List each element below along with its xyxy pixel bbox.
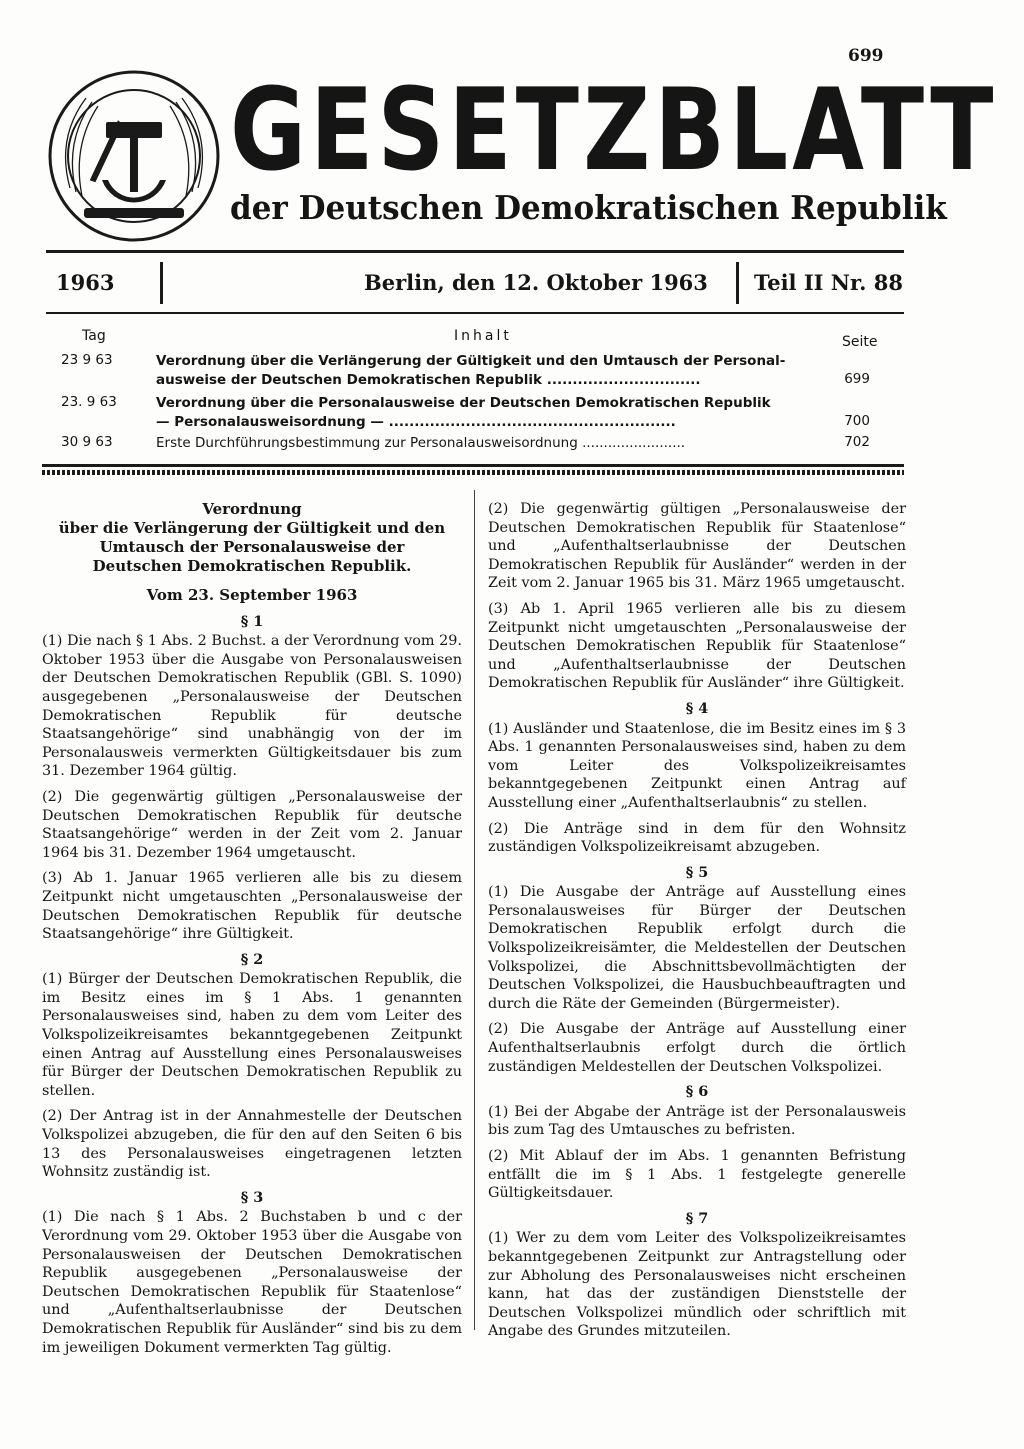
section-heading: § 7 — [685, 1209, 709, 1227]
section-heading: § 4 — [685, 699, 709, 717]
right-column — [488, 500, 906, 1348]
decree-date: Vom 23. September 1963 — [146, 586, 358, 604]
top-rule — [46, 250, 904, 253]
toc-rule — [42, 464, 904, 467]
paragraph: (1) Ausländer und Staatenlose, die im Besitz eines im § 3 Abs. 1 genannten Personalausweises sind, haben zu dem vom Leiter des Volkspolizeikreisamtes bekanntgegebenen Zeitpunkt einen Antrag auf Ausstellung einer „Aufenthaltserlaubnis“ zu stellen. — [488, 720, 906, 811]
toc-row-title: Verordnung über die Verlängerung der Gültigkeit und den Umtausch der Personal- — [156, 353, 786, 369]
paragraph: (1) Die nach § 1 Abs. 2 Buchst. a der Verordnung vom 29. Oktober 1953 über die Ausgabe von Personalausweisen der Deutschen Demokratischen Republik (GBl. S. 1090) ausgegebenen „Personalausweise der Deutschen Demokratischen Republik für deutsche Staatsangehörige“ sind unabhängig von der im Personalausweis vermerkten Gültigkeitsdauer bis zum 31. Dezember 1964 gültig. — [42, 633, 462, 780]
page-number: 699 — [848, 46, 884, 66]
toc-page-header: Seite — [842, 334, 878, 350]
paragraph: (3) Ab 1. April 1965 verlieren alle bis zu diesem Zeitpunkt nicht umgetauschten „Personalausweise der Deutschen Demokratischen Republik für Staatenlose“ und „Aufenthaltserlaubnisse der Deutschen Demokratischen Republik für Ausländer“ ihre Gültigkeit. — [488, 600, 906, 692]
toc-row-date: 23. 9 63 — [61, 394, 117, 410]
section-heading: § 6 — [685, 1083, 709, 1101]
issue-year: 1963 — [56, 270, 115, 295]
table-of-contents — [46, 328, 904, 458]
masthead-subtitle: der Deutschen Demokratischen Republik — [230, 188, 947, 227]
decree-title: Verordnung — [202, 500, 302, 518]
toc-row-title: Erste Durchführungsbestimmung zur Personalausweisordnung ........................ — [156, 435, 686, 451]
paragraph: (1) Die Ausgabe der Anträge auf Ausstellung eines Personalausweises für Bürger der Deutschen Demokratischen Republik erfolgt durch die Volkspolizeikreisämter, die Meldestellen der Deutschen Volkspolizei, die Abschnittsbevollmächtigten der Deutschen Volkspolizei, die Hausbuchbeauftragten und durch die Räte der Gemeinden (Bürgermeister). — [488, 884, 906, 1012]
section-heading: § 1 — [240, 612, 264, 630]
toc-row-page: 702 — [844, 434, 870, 450]
issue-rule — [46, 312, 904, 314]
section-heading: § 5 — [685, 863, 709, 881]
decree-title-line: Umtausch der Personalausweise der — [99, 538, 405, 556]
toc-row-date: 30 9 63 — [61, 434, 113, 450]
paragraph: (1) Die nach § 1 Abs. 2 Buchstaben b und c der Verordnung vom 29. Oktober 1953 über die Ausgabe von Personalausweisen der Deutschen Demokratischen Republik ausgegebenen „Personalausweise der Deutschen Demokratischen Republik für Staatenlose“ und „Aufenthaltserlaubnisse der Deutschen Demokratischen Republik für Ausländer“ sind bis zu dem im jeweiligen Dokument vermerkten Tag gültig. — [42, 1209, 462, 1356]
toc-row-title-cont: — Personalausweisordnung — ........................................................ — [156, 414, 676, 430]
issue-place-date: Berlin, den 12. Oktober 1963 — [364, 270, 708, 295]
issue-divider — [160, 262, 163, 304]
toc-row-date: 23 9 63 — [61, 352, 113, 368]
toc-double-rule — [42, 470, 904, 475]
paragraph: (1) Bürger der Deutschen Demokratischen Republik, die im Besitz eines im § 1 Abs. 1 genannten Personalausweises sind, haben zu dem vom Leiter des Volkspolizeikreisamtes bekanntgegebenen Zeitpunkt einen Antrag auf Ausstellung eines Personalausweises für Bürger der Deutschen Demokratischen Republik zu stellen. — [42, 971, 462, 1099]
paragraph: (2) Der Antrag ist in der Annahmestelle der Deutschen Volkspolizei abzugeben, die für den auf den Seiten 6 bis 13 des Personalausweises eingetragenen letzten Wohnsitz zuständig ist. — [42, 1108, 462, 1181]
paragraph: (2) Die Ausgabe der Anträge auf Ausstellung einer Aufenthaltserlaubnis erfolgt durch die örtlich zuständigen Meldestellen der Deutschen Volkspolizei. — [488, 1021, 906, 1075]
issue-bar — [46, 258, 904, 308]
paragraph: (1) Bei der Abgabe der Anträge ist der Personalausweis bis zum Tag des Umtausches zu befristen. — [488, 1103, 906, 1139]
toc-row-page: 699 — [844, 371, 870, 387]
section-heading: § 2 — [240, 950, 264, 968]
toc-row-title: Verordnung über die Personalausweise der Deutschen Demokratischen Republik — [156, 395, 771, 411]
state-emblem — [46, 68, 222, 244]
toc-date-header: Tag — [82, 328, 106, 344]
issue-divider — [736, 262, 739, 304]
left-column — [42, 500, 462, 1364]
toc-title-header: Inhalt — [454, 328, 512, 344]
toc-row-title-cont: ausweise der Deutschen Demokratischen Republik .............................. — [156, 372, 701, 388]
paragraph: (2) Mit Ablauf der im Abs. 1 genannten Befristung entfällt die im § 1 Abs. 1 festgelegte generelle Gültigkeitsdauer. — [488, 1148, 906, 1202]
masthead-title: GESETZBLATT — [230, 64, 998, 196]
issue-part-number: Teil II Nr. 88 — [754, 270, 903, 295]
toc-row-page: 700 — [844, 413, 870, 429]
paragraph: (2) Die Anträge sind in dem für den Wohnsitz zuständigen Volkspolizeikreisamt abzugeben. — [488, 820, 906, 856]
paragraph: (2) Die gegenwärtig gültigen „Personalausweise der Deutschen Demokratischen Republik für deutsche Staatsangehörige“ werden in der Zeit vom 2. Januar 1964 bis 31. Dezember 1964 umgetauscht. — [42, 788, 462, 861]
decree-title-line: über die Verlängerung der Gültigkeit und den — [58, 519, 446, 537]
paragraph: (3) Ab 1. Januar 1965 verlieren alle bis zu diesem Zeitpunkt nicht umgetauschten „Personalausweise der Deutschen Demokratischen Republik für deutsche Staatsangehörige“ ihre Gültigkeit. — [42, 870, 462, 943]
paragraph: (1) Wer zu dem vom Leiter des Volkspolizeikreisamtes bekanntgegebenen Zeitpunkt zur Antragstellung oder zur Abholung des Personalausweises nicht erscheinen kann, hat das der zuständigen Dienststelle der Deutschen Volkspolizei mündlich oder schriftlich mit Angabe des Grundes mitzuteilen. — [488, 1230, 906, 1340]
column-divider — [474, 490, 475, 1330]
decree-title-line: Deutschen Demokratischen Republik. — [92, 557, 412, 575]
section-heading: § 3 — [240, 1188, 264, 1206]
paragraph: (2) Die gegenwärtig gültigen „Personalausweise der Deutschen Demokratischen Republik für Staatenlose“ und „Aufenthaltserlaubnisse der Deutschen Demokratischen Republik für Ausländer“ werden in der Zeit vom 2. Januar 1965 bis 31. März 1965 umgetauscht. — [488, 501, 906, 592]
